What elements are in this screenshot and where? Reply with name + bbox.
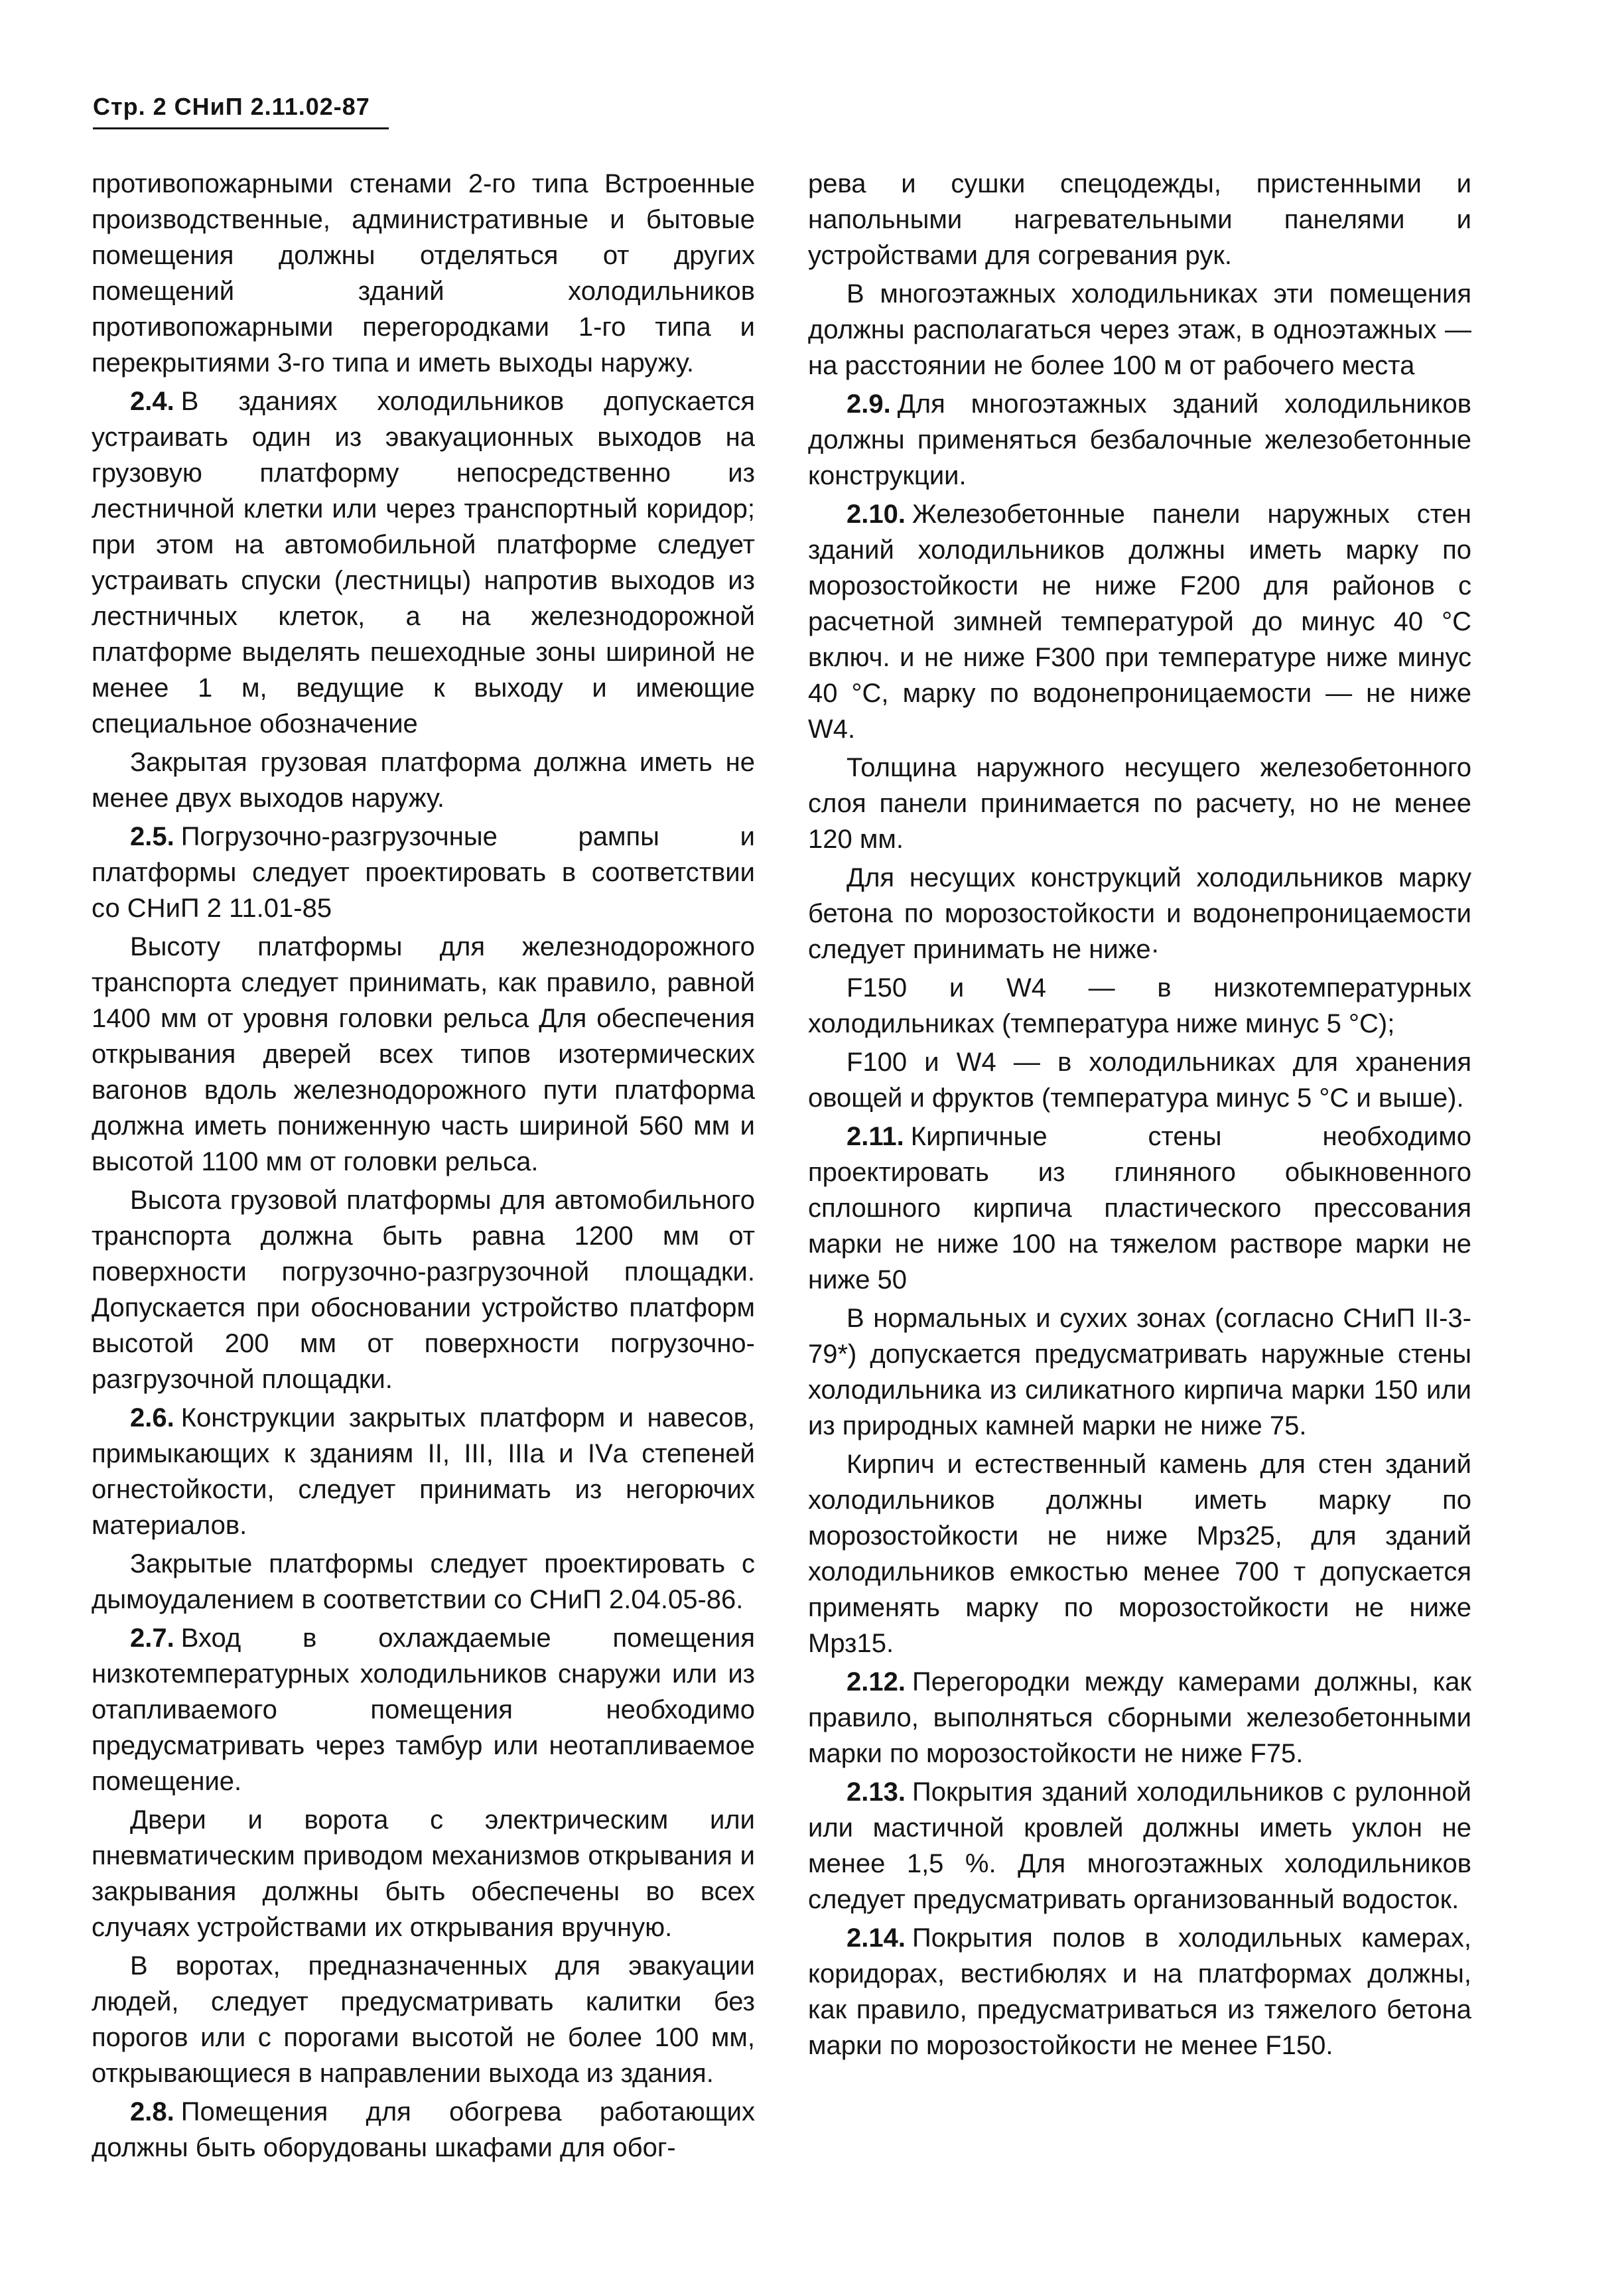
paragraph: [92, 1546, 755, 1618]
paragraph-text: Для многоэтажных зданий холодильников должны применяться безбалочные железобетонные конструкции.: [808, 389, 1471, 490]
right-text-column: [808, 166, 1471, 2066]
clause-number: 2.4.: [130, 387, 174, 416]
clause-number: 2.8.: [130, 2097, 174, 2126]
paragraph-text: Двери и ворота с электрическим или пневматическим приводом механизмов открывания и закрывания должны быть обеспечены во всех случаях устройствами их открывания вручную.: [92, 1805, 755, 1942]
paragraph: [92, 1182, 755, 1397]
paragraph-text: В нормальных и сухих зонах (согласно СНиП II-3-79*) допускается предусматривать наружные стены холодильника из силикатного кирпича марки 150 или из природных камней марки не ниже 75.: [808, 1304, 1471, 1440]
paragraph-text: Кирпич и естественный камень для стен зданий холодильников должны иметь марку по морозостойкости не ниже Мрз25, для зданий холодильников емкостью менее 700 т допускается применять марку по морозостойкости не ниже Мрз15.: [808, 1450, 1471, 1658]
paragraph: [808, 1920, 1471, 2063]
clause-number: 2.5.: [130, 822, 174, 851]
clause-number: 2.14.: [846, 1923, 906, 1953]
clause-number: 2.9.: [846, 389, 891, 419]
paragraph: [808, 1119, 1471, 1298]
paragraph-text: Конструкции закрытых платформ и навесов, примыкающих к зданиям II, III, IIIа и IVа степеней огнестойкости, следует принимать из негорючих материалов.: [92, 1403, 755, 1540]
paragraph-text: Высота грузовой платформы для автомобильного транспорта должна быть равна 1200 мм от поверхности погрузочно-разгрузочной площадки. Допускается при обосновании устройство платформ высотой 200 мм от поверхности погрузочно-разгрузочной площадки.: [92, 1186, 755, 1394]
paragraph-text: рева и сушки спецодежды, пристенными и напольными нагревательными панелями и устройствами для согревания рук.: [808, 169, 1471, 270]
paragraph: [808, 1774, 1471, 1917]
paragraph-text: Закрытые платформы следует проектировать с дымоудалением в соответствии со СНиП 2.04.05-86.: [92, 1549, 755, 1614]
paragraph-text: Помещения для обогрева работающих должны быть оборудованы шкафами для обог-: [92, 2097, 755, 2162]
paragraph: [808, 1446, 1471, 1661]
clause-number: 2.10.: [846, 500, 906, 529]
paragraph-text: Вход в охлаждаемые помещения низкотемпературных холодильников снаружи или из отапливаемого помещения необходимо предусматривать через тамбур или неотапливаемое помещение.: [92, 1624, 755, 1796]
paragraph-text: Покрытия зданий холодильников с рулонной или мастичной кровлей должны иметь уклон не менее 1,5 %. Для многоэтажных холодильников следует предусматривать организованный водосток.: [808, 1777, 1471, 1914]
paragraph: [808, 496, 1471, 747]
paragraph-text: Толщина наружного несущего железобетонного слоя панели принимается по расчету, но не менее 120 мм.: [808, 753, 1471, 854]
clause-number: 2.13.: [846, 1777, 906, 1807]
paragraph: [808, 386, 1471, 494]
paragraph: [92, 383, 755, 742]
paragraph-text: Железобетонные панели наружных стен зданий холодильников должны иметь марку по морозостойкости не ниже F200 для районов с расчетной зимней температурой до минус 40 °С включ. и не ниже F300 при температуре ниже минус 40 °С, марку по водонепроницаемости — не ниже W4.: [808, 500, 1471, 744]
clause-number: 2.12.: [846, 1667, 906, 1697]
paragraph-text: В воротах, предназначенных для эвакуации людей, следует предусматривать калитки без порогов или с порогами высотой не более 100 мм, открывающиеся в направлении выхода из здания.: [92, 1951, 755, 2088]
paragraph-text: Перегородки между камерами должны, как правило, выполняться сборными железобетонными марки по морозостойкости не ниже F75.: [808, 1667, 1471, 1768]
paragraph-text: Кирпичные стены необходимо проектировать из глиняного обыкновенного сплошного кирпича пластического прессования марки не ниже 100 на тяжелом растворе марки не ниже 50: [808, 1122, 1471, 1294]
left-text-column: [92, 166, 755, 2168]
paragraph-text: Закрытая грузовая платформа должна иметь не менее двух выходов наружу.: [92, 748, 755, 813]
paragraph: [92, 2094, 755, 2166]
paragraph-text: F150 и W4 — в низкотемпературных холодильниках (температура ниже минус 5 °С);: [808, 973, 1471, 1038]
paragraph-text: Высоту платформы для железнодорожного транспорта следует принимать, как правило, равной 1400 мм от уровня головки рельса Для обеспечения открывания дверей всех типов изотермических вагонов вдоль железнодорожного пути платформа должна иметь пониженную часть шириной 560 мм и высотой 1100 мм от головки рельса.: [92, 932, 755, 1176]
paragraph-text: В зданиях холодильников допускается устраивать один из эвакуационных выходов на грузовую платформу непосредственно из лестничной клетки или через транспортный коридор; при этом на автомобильной платформе следует устраивать спуски (лестницы) напротив выходов из лестничных клеток, а на железнодорожной платформе выделять пешеходные зоны шириной не менее 1 м, ведущие к выходу и имеющие специальное обозначение: [92, 387, 755, 738]
clause-number: 2.7.: [130, 1624, 174, 1653]
paragraph-text: F100 и W4 — в холодильниках для хранения овощей и фруктов (температура минус 5 °С и выше).: [808, 1048, 1471, 1113]
running-header: Стр. 2 СНиП 2.11.02-87: [93, 93, 389, 129]
paragraph: [808, 750, 1471, 857]
paragraph: [808, 1664, 1471, 1772]
paragraph: [92, 929, 755, 1180]
paragraph: [92, 166, 755, 381]
paragraph: [92, 1400, 755, 1543]
paragraph: [92, 1620, 755, 1799]
paragraph: [92, 744, 755, 816]
paragraph: [808, 860, 1471, 967]
paragraph-text: Покрытия полов в холодильных камерах, коридорах, вестибюлях и на платформах должны, как правило, предусматриваться из тяжелого бетона марки по морозостойкости не менее F150.: [808, 1923, 1471, 2060]
paragraph: [92, 1802, 755, 1945]
paragraph-text: Погрузочно-разгрузочные рампы и платформы следует проектировать в соответствии со СНиП 2 11.01-85: [92, 822, 755, 923]
paragraph: [808, 1300, 1471, 1444]
paragraph: [92, 1948, 755, 2091]
clause-number: 2.11.: [846, 1122, 904, 1151]
paragraph-text: противопожарными стенами 2-го типа Встроенные производственные, административные и бытовые помещения должны отделяться от других помещений зданий холодильников противопожарными перегородками 1-го типа и перекрытиями 3-го типа и иметь выходы наружу.: [92, 169, 755, 378]
clause-number: 2.6.: [130, 1403, 174, 1432]
paragraph: [808, 166, 1471, 273]
paragraph-text: В многоэтажных холодильниках эти помещения должны располагаться через этаж, в одноэтажных — на расстоянии не более 100 м от рабочего места: [808, 279, 1471, 380]
paragraph: [808, 276, 1471, 383]
paragraph: [808, 970, 1471, 1042]
paragraph: [808, 1044, 1471, 1116]
paragraph: [92, 819, 755, 926]
paragraph-text: Для несущих конструкций холодильников марку бетона по морозостойкости и водонепроницаемости следует принимать не ниже·: [808, 863, 1471, 964]
